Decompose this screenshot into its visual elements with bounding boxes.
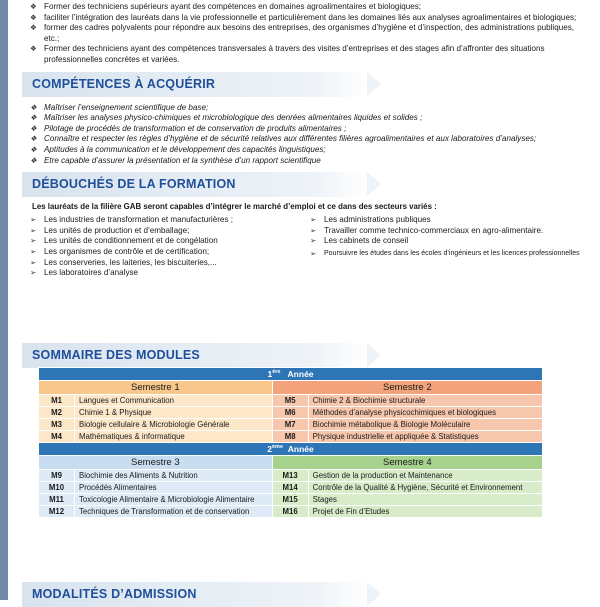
list-item: ➢ Les unités de production et d’emballage; <box>30 225 190 235</box>
table-row: M10 Procédés Alimentaires M14 Contrôle de la Qualité & Hygiène, Sécurité et Environnement <box>39 482 543 494</box>
list-item: ➢ Les organismes de contrôle et de certification; <box>30 246 210 256</box>
document-page <box>22 0 588 279</box>
semester-1-header: Semestre 1 <box>39 381 273 395</box>
section-title: SOMMAIRE DES MODULES <box>32 348 200 362</box>
table-row: M2 Chimie 1 & Physique M6 Méthodes d’analyse physicochimiques et biologiques <box>39 407 543 419</box>
list-item: ➢ Les conserveries, les laiteries, les biscuiteries,... <box>30 257 217 267</box>
diamond-bullet-icon: ❖ <box>30 12 37 22</box>
list-item: ➢ Les administrations publiques <box>310 215 431 225</box>
debouches-columns <box>22 215 588 279</box>
year-2-header: 2ème Année <box>39 443 543 456</box>
list-item: ➢ Poursuivre les études dans les écoles d’ingénieurs et les licences professionnelles <box>310 248 580 258</box>
arrow-bullet-icon: ➢ <box>30 268 37 278</box>
table-row: M4 Mathématiques & informatique M8 Physique industrielle et appliquée & Statistiques <box>39 431 543 443</box>
table-row: M12 Techniques de Transformation et de conservation M16 Projet de Fin d’Etudes <box>39 506 543 518</box>
arrow-bullet-icon: ➢ <box>310 248 317 258</box>
list-item: ❖ Etre capable d’assurer la présentation et la synthèse d’un rapport scientifique <box>30 155 321 165</box>
diamond-bullet-icon: ❖ <box>30 155 37 165</box>
sommaire-heading <box>22 343 382 368</box>
debouches-intro: Les lauréats de la filière GAB seront capables d’intégrer le marché d’emploi et ce dans des secteurs variés : <box>32 202 437 212</box>
table-row: M3 Biologie cellulaire & Microbiologie Générale M7 Biochimie métabolique & Biologie Moléculaire <box>39 419 543 431</box>
list-item: ➢ Les laboratoires d’analyse <box>30 268 139 278</box>
list-item: ❖ Maîtriser l’enseignement scientifique de base; <box>30 102 209 112</box>
list-item: ❖ Connaître et respecter les règles d’hygiène et de sécurité relatives aux différentes filières agroalimentaires et aux laboratoires d’analyses; <box>30 134 537 144</box>
debouches-heading <box>22 172 588 197</box>
list-item: ❖ Aptitudes à la communication et le développement des capacités linguistiques; <box>30 144 326 154</box>
list-item: ❖ Former des techniciens ayant des compétences transversales à travers des visites d’entreprises et des stages afin d’affronter des situations professionnelles concrètes et variées. <box>30 44 545 64</box>
list-item: ❖ former des cadres polyvalents pour répondre aux besoins des entreprises, des organismes d’hygiène et d’inspection, des administrations publiques, etc.; <box>30 23 574 43</box>
list-item: ❖ Former des techniciens supérieurs ayant des compétences en domaines agroalimentaires et biologiques; <box>30 2 422 11</box>
diamond-bullet-icon: ❖ <box>30 102 37 112</box>
list-item: ➢ Les unités de conditionnement et de congélation <box>30 236 218 246</box>
arrow-bullet-icon: ➢ <box>30 257 37 267</box>
competences-heading <box>22 72 588 97</box>
diamond-bullet-icon: ❖ <box>30 44 37 54</box>
modules-table <box>38 367 543 518</box>
arrow-bullet-icon: ➢ <box>30 215 37 225</box>
diamond-bullet-icon: ❖ <box>30 144 37 154</box>
diamond-bullet-icon: ❖ <box>30 2 37 11</box>
diamond-bullet-icon: ❖ <box>30 113 37 123</box>
section-title: COMPÉTENCES À ACQUÉRIR <box>32 76 216 91</box>
semester-3-header: Semestre 3 <box>39 456 273 470</box>
list-item: ➢ Les industries de transformation et manufacturières ; <box>30 215 233 225</box>
table-row: M11 Toxicologie Alimentaire & Microbiologie Alimentaire M15 Stages <box>39 494 543 506</box>
diamond-bullet-icon: ❖ <box>30 123 37 133</box>
table-row: M1 Langues et Communication M5 Chimie 2 & Biochimie structurale <box>39 395 543 407</box>
section-title: DÉBOUCHÉS DE LA FORMATION <box>32 177 236 192</box>
list-item: ➢ Les cabinets de conseil <box>310 236 409 246</box>
arrow-bullet-icon: ➢ <box>30 225 37 235</box>
semester-2-header: Semestre 2 <box>272 381 542 395</box>
competences-list <box>22 103 588 167</box>
modalites-heading <box>22 582 382 607</box>
arrow-bullet-icon: ➢ <box>310 225 317 235</box>
debouches-list-left <box>22 215 302 279</box>
diamond-bullet-icon: ❖ <box>30 23 37 33</box>
arrow-bullet-icon: ➢ <box>30 246 37 256</box>
table-row: M9 Biochimie des Aliments & Nutrition M13 Gestion de la production et Maintenance <box>39 470 543 482</box>
list-item: ❖ Maîtriser les analyses physico-chimiques et microbiologique des denrées alimentaires liquides et solides ; <box>30 113 423 123</box>
semester-4-header: Semestre 4 <box>272 456 542 470</box>
list-item: ❖ Pilotage de procédés de transformation et de conservation de produits alimentaires ; <box>30 123 347 133</box>
left-accent-bar <box>0 0 8 600</box>
arrow-bullet-icon: ➢ <box>30 236 37 246</box>
diamond-bullet-icon: ❖ <box>30 134 37 144</box>
list-item: ➢ Travailler comme technico-commerciaux en agro-alimentaire. <box>310 225 544 235</box>
arrow-bullet-icon: ➢ <box>310 236 317 246</box>
year-1-header: 1ère Année <box>39 368 543 381</box>
objectifs-list <box>22 0 588 66</box>
arrow-bullet-icon: ➢ <box>310 215 317 225</box>
section-title: MODALITÉS D’ADMISSION <box>32 587 197 601</box>
debouches-list-right <box>302 215 582 279</box>
list-item: ❖ faciliter l’intégration des lauréats dans la vie professionnelle et particulièrement dans les domaines liés aux analyses agroalimentaires et biologiques; <box>30 12 577 22</box>
